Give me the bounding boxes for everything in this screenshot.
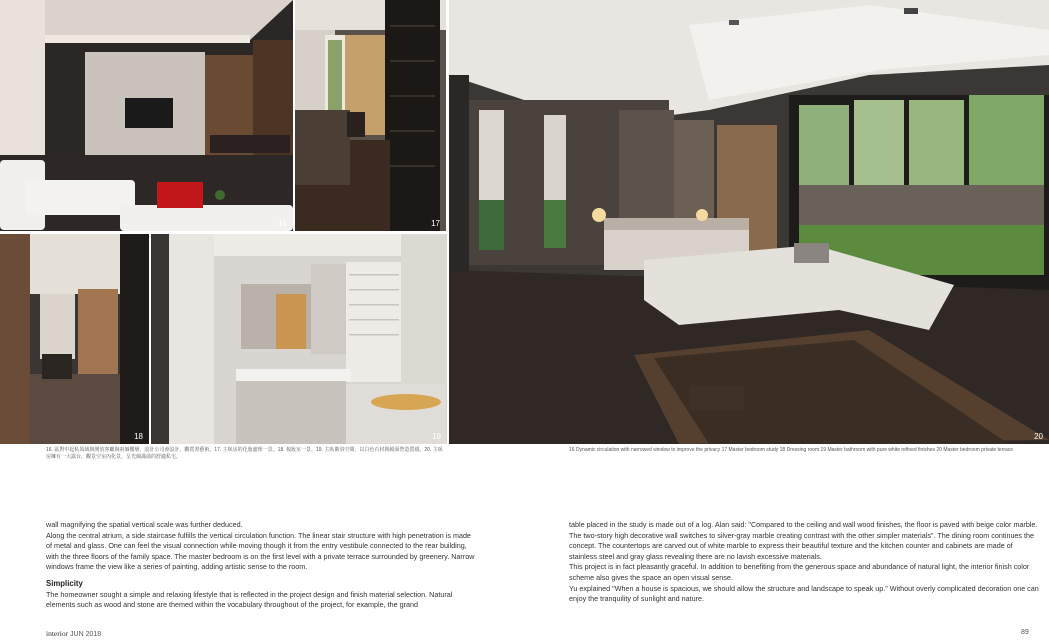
photo-master-bedroom <box>449 0 1049 444</box>
photo-dressing-room <box>0 234 149 444</box>
paragraph: wall magnifying the spatial vertical scale was further deduced. <box>46 520 243 529</box>
page-number: 89 <box>1021 629 1029 636</box>
caption-chinese: 16. 區對中起私領域與開放客廳與兩個樓層，設計公司會設計，觀賞書藝術。17. 主臥房的化妝處理一景。18. 梳妝室一景。19. 主臥衛浴空間，以白色石材與鏡面營造質感。20. 主臥房擁有一大露台，觀景空室內化景，呈光線滿溢的舒適私宅。 <box>46 447 443 460</box>
photo-number: 16 <box>278 219 287 228</box>
article-column-left <box>46 520 476 611</box>
section-heading: Simplicity <box>46 578 83 588</box>
paragraph: The homeowner sought a simple and relaxing lifestyle that is reflected in the project design and finish material selection. Natural elements such as wood and stone are themed within the vocabulary throughout of the project, for example, the grand <box>46 589 453 610</box>
paragraph: Yu explained "When a house is spacious, we should allow the structure and landscape to speak up." Without overly complicated decoration one can enjoy the tranquility of sunlight and nature. <box>569 583 1039 604</box>
article-column-right <box>569 520 1039 605</box>
photo-number: 18 <box>134 432 143 441</box>
paragraph: Along the central atrium, a side staircase fulfills the vertical circulation function. The linear stair structure with high penetration is made of metal and glass. One can feel the visual connection while moving though it from the entry vestibule connected to the rear building, with the three floors of the family space. The master bedroom is on the first level with a private terrace surrounded by greenery. Narrow windows frame the view like a series of painting, adding artistic sense to the room. <box>46 530 475 572</box>
dressing-room-image <box>0 234 149 444</box>
magazine-brand: interior <box>46 629 69 638</box>
living-room-image <box>0 0 293 231</box>
issue-date: JUN 2018 <box>70 631 102 638</box>
photo-number: 19 <box>432 432 441 441</box>
bathroom-image <box>151 234 447 444</box>
photo-number: 17 <box>431 219 440 228</box>
study-image <box>295 0 446 231</box>
footer-issue <box>46 629 101 638</box>
paragraph: table placed in the study is made out of a log. Alan said: "Compared to the ceiling and wall wood finishes, the floor is paved with beige color marble. The two-story high decorative wall switches to silver-gray marble creating contrast with the other simpler materials". The dining room continues the concept. The countertops are carved out of white marble to express their beautiful texture and the kitchen counter and cabinets are made of stainless steel and gray glass revealing there are no lavish excessive materials. <box>569 520 1038 561</box>
photo-number: 20 <box>1034 432 1043 441</box>
photo-study <box>295 0 446 231</box>
photo-living-room <box>0 0 293 231</box>
caption-english: 16 Dynamic circulation with narrowed window to improve the privacy 17 Master bedroom study 18 Dressing room 19 Master bathroom with pure white refined finishes 20 Master bedroom private terrace <box>569 447 1014 453</box>
photo-bathroom <box>151 234 447 444</box>
master-bedroom-image <box>449 0 1049 444</box>
paragraph: This project is in fact pleasantly graceful. In addition to benefiting from the generous space and abundance of natural light, the interior finish color scheme also gives the space an open visual sense. <box>569 562 1030 582</box>
